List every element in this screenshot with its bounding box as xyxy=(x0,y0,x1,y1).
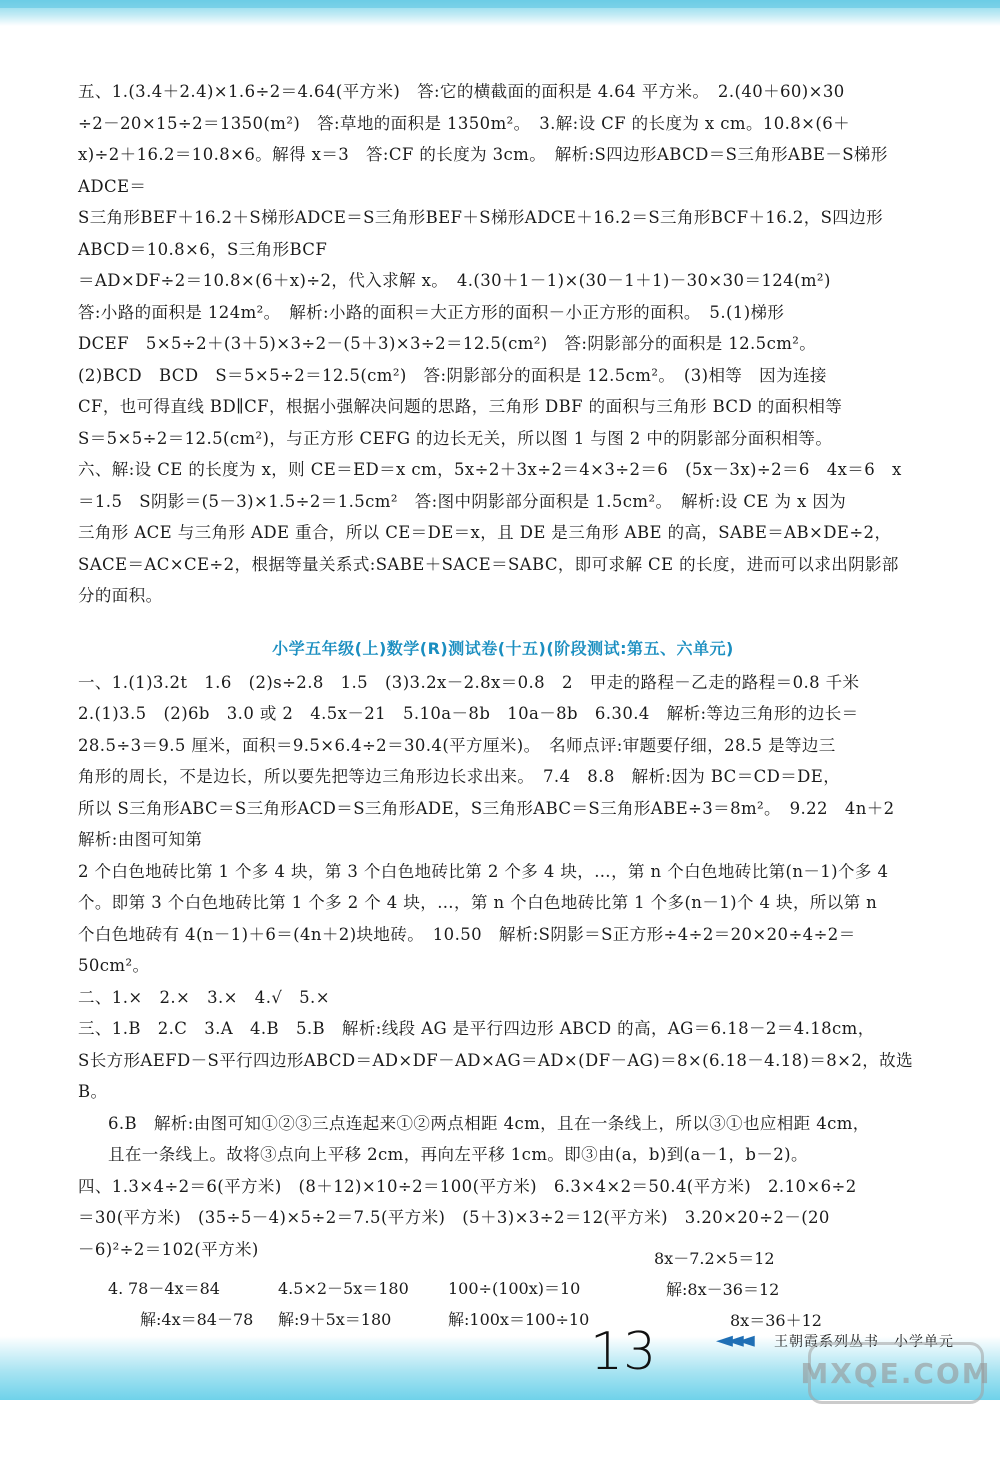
answer-line: 6.B 解析:由图可知①②③三点连起来①②两点相距 4cm，且在一条线上，所以③①也应相距 4cm， xyxy=(108,1113,870,1133)
answer-line: 2.(1)3.5 (2)6b 3.0 或 2 4.5x－21 5.10a－8b 10a－8b 6.30.4 解析:等边三角形的边长＝ xyxy=(78,704,859,723)
answer-line: －6)²÷2＝102(平方米) xyxy=(78,1239,259,1259)
answer-line: ＝1.5 S阴影＝(5－3)×1.5÷2＝1.5cm² 答:图中阴影部分面积是 1.5cm²。 解析:设 CE 为 x 因为 xyxy=(78,491,847,511)
watermark-logo: MXQE.COM xyxy=(808,1342,984,1404)
top-answers xyxy=(78,76,928,612)
equation-step: 78－4x＝84 xyxy=(128,1279,220,1298)
top-decorative-band xyxy=(0,0,1000,26)
equation-step: 解:4x＝84－78 xyxy=(140,1310,254,1329)
answer-line: ＝AD×DF÷2＝10.8×(6＋x)÷2，代入求解 x。 4.(30＋1－1)×(30－1＋1)－30×30＝124(m²) xyxy=(78,271,831,290)
answer-line: x)÷2＋16.2＝10.8×6。解得 x＝3 答:CF 的长度为 3cm。 解析:S四边形ABCD＝S三角形ABE－S梯形ADCE＝ xyxy=(78,145,888,196)
answer-line: 角形的周长，不是边长，所以要先把等边三角形边长求出来。 7.4 8.8 解析:因为 BC＝CD＝DE， xyxy=(78,767,841,786)
answer-line: 三角形 ACE 与三角形 ADE 重合，所以 CE＝DE＝x，且 DE 是三角形 ABE 的高，SABE＝AB×DE÷2， xyxy=(78,523,892,542)
answer-line: 50cm²。 xyxy=(78,956,150,975)
answer-line: S＝5×5÷2＝12.5(cm²)，与正方形 CEFG 的边长无关，所以图 1 与图 2 中的阴影部分面积相等。 xyxy=(78,428,833,448)
equation-step: 8x＝36＋12 xyxy=(730,1311,822,1330)
equation-label xyxy=(108,1273,123,1304)
answer-line: 所以 S三角形ABC＝S三角形ACD＝S三角形ADE，S三角形ABC＝S三角形ABE÷3＝8m²。 9.22 4n＋2 解析:由图可知第 xyxy=(78,798,912,849)
equation-step: 100÷(100x)＝10 xyxy=(448,1279,581,1298)
answer-line: S三角形BEF＋16.2＋S梯形ADCE＝S三角形BEF＋S梯形ADCE＋16.2＝S三角形BCF＋16.2，S四边形ABCD＝10.8×6，S三角形BCF xyxy=(78,208,884,259)
answer-line: 四、1.3×4÷2＝6(平方米) (8＋12)×10÷2＝100(平方米) 6.3×4×2＝50.4(平方米) 2.10×6÷2 xyxy=(78,1176,857,1196)
answer-line: ÷2－20×15÷2＝1350(m²) 答:草地的面积是 1350m²。 3.解:设 CF 的长度为 x cm。10.8×(6＋ xyxy=(78,113,851,133)
answer-line: 答:小路的面积是 124m²。 解析:小路的面积＝大正方形的面积－小正方形的面积。 5.(1)梯形 xyxy=(78,302,785,322)
equation-step: 解:100x＝100÷10 xyxy=(448,1310,590,1329)
answer-line: S长方形AEFD－S平行四边形ABCD＝AD×DF－AD×AG＝AD×(DF－AG)＝8×(6.18－4.18)＝8×2，故选 B。 xyxy=(78,1050,913,1101)
answer-line: 三、1.B 2.C 3.A 4.B 5.B 解析:线段 AG 是平行四边形 ABCD 的高，AG＝6.18－2＝4.18cm， xyxy=(78,1019,875,1038)
answer-line: DCEF 5×5÷2＋(3＋5)×3÷2－(5＋3)×3÷2＝12.5(cm²) 答:阴影部分的面积是 12.5cm²。 xyxy=(78,334,817,353)
arrow-icon: ◄◄◄ xyxy=(716,1328,749,1353)
page-number: 13 xyxy=(590,1322,657,1382)
answer-line: 一、1.(1)3.2t 1.6 (2)s÷2.8 1.5 (3)3.2x－2.8x＝0.8 2 甲走的路程－乙走的路程＝0.8 千米 xyxy=(78,672,860,692)
answer-line: 28.5÷3＝9.5 厘米，面积＝9.5×6.4÷2＝30.4(平方厘米)。 名师点评:审题要仔细，28.5 是等边三 xyxy=(78,735,836,755)
answer-line: SACE＝AC×CE÷2，根据等量关系式:SABE＋SACE＝SABC，即可求解 CE 的长度，进而可以求出阴影部 xyxy=(78,554,899,574)
answer-line: 2 个白色地砖比第 1 个多 4 块，第 3 个白色地砖比第 2 个多 4 块，…，第 n 个白色地砖比第(n－1)个多 4 xyxy=(78,861,889,881)
bottom-answers xyxy=(78,667,928,1266)
section-title: 小学五年级(上)数学(R)测试卷(十五)(阶段测试:第五、六单元) xyxy=(272,638,734,658)
equation-step: 4.5×2－5x＝180 xyxy=(278,1279,409,1298)
equation-number: 4. xyxy=(108,1279,124,1298)
answer-content xyxy=(78,76,928,1477)
equation-step: 解:8x－36＝12 xyxy=(666,1280,780,1299)
answer-line: 个白色地砖有 4(n－1)＋6＝(4n＋2)块地砖。 10.50 解析:S阴影＝S正方形÷4÷2＝20×20÷4÷2＝ xyxy=(78,924,856,944)
series-label: 王朝霞系列丛书 小学单元 xyxy=(774,1334,954,1350)
answer-line: 个。即第 3 个白色地砖比第 1 个多 2 个 4 块，…，第 n 个白色地砖比第 1 个多(n－1)个 4 块，所以第 n xyxy=(78,893,878,912)
equation-step: 解:9＋5x＝180 xyxy=(278,1310,392,1329)
answer-line: 五、1.(3.4＋2.4)×1.6÷2＝4.64(平方米) 答:它的横截面的面积是 4.64 平方米。 2.(40＋60)×30 xyxy=(78,82,845,101)
answer-line: (2)BCD BCD S＝5×5÷2＝12.5(cm²) 答:阴影部分的面积是 12.5cm²。 (3)相等 因为连接 xyxy=(78,365,827,385)
answer-line: 且在一条线上。故将③点向上平移 2cm，再向左平移 1cm。即③由(a，b)到(a－1，b－2)。 xyxy=(108,1145,808,1164)
answer-line: 分的面积。 xyxy=(78,586,163,605)
answer-line: CF，也可得直线 BD∥CF，根据小强解决问题的思路，三角形 DBF 的面积与三角形 BCD 的面积相等 xyxy=(78,397,843,416)
answer-line: 六、解:设 CE 的长度为 x，则 CE＝ED＝x cm，5x÷2＋3x÷2＝4×3÷2＝6 (5x－3x)÷2＝6 4x＝6 x xyxy=(78,460,902,479)
answer-line: ＝30(平方米) (35÷5－4)×5÷2＝7.5(平方米) (5＋3)×3÷2＝12(平方米) 3.20×20÷2－(20 xyxy=(78,1208,830,1227)
equation-step: 8x－7.2×5＝12 xyxy=(654,1249,775,1268)
answer-line: 二、1.× 2.× 3.× 4.√ 5.× xyxy=(78,987,330,1007)
